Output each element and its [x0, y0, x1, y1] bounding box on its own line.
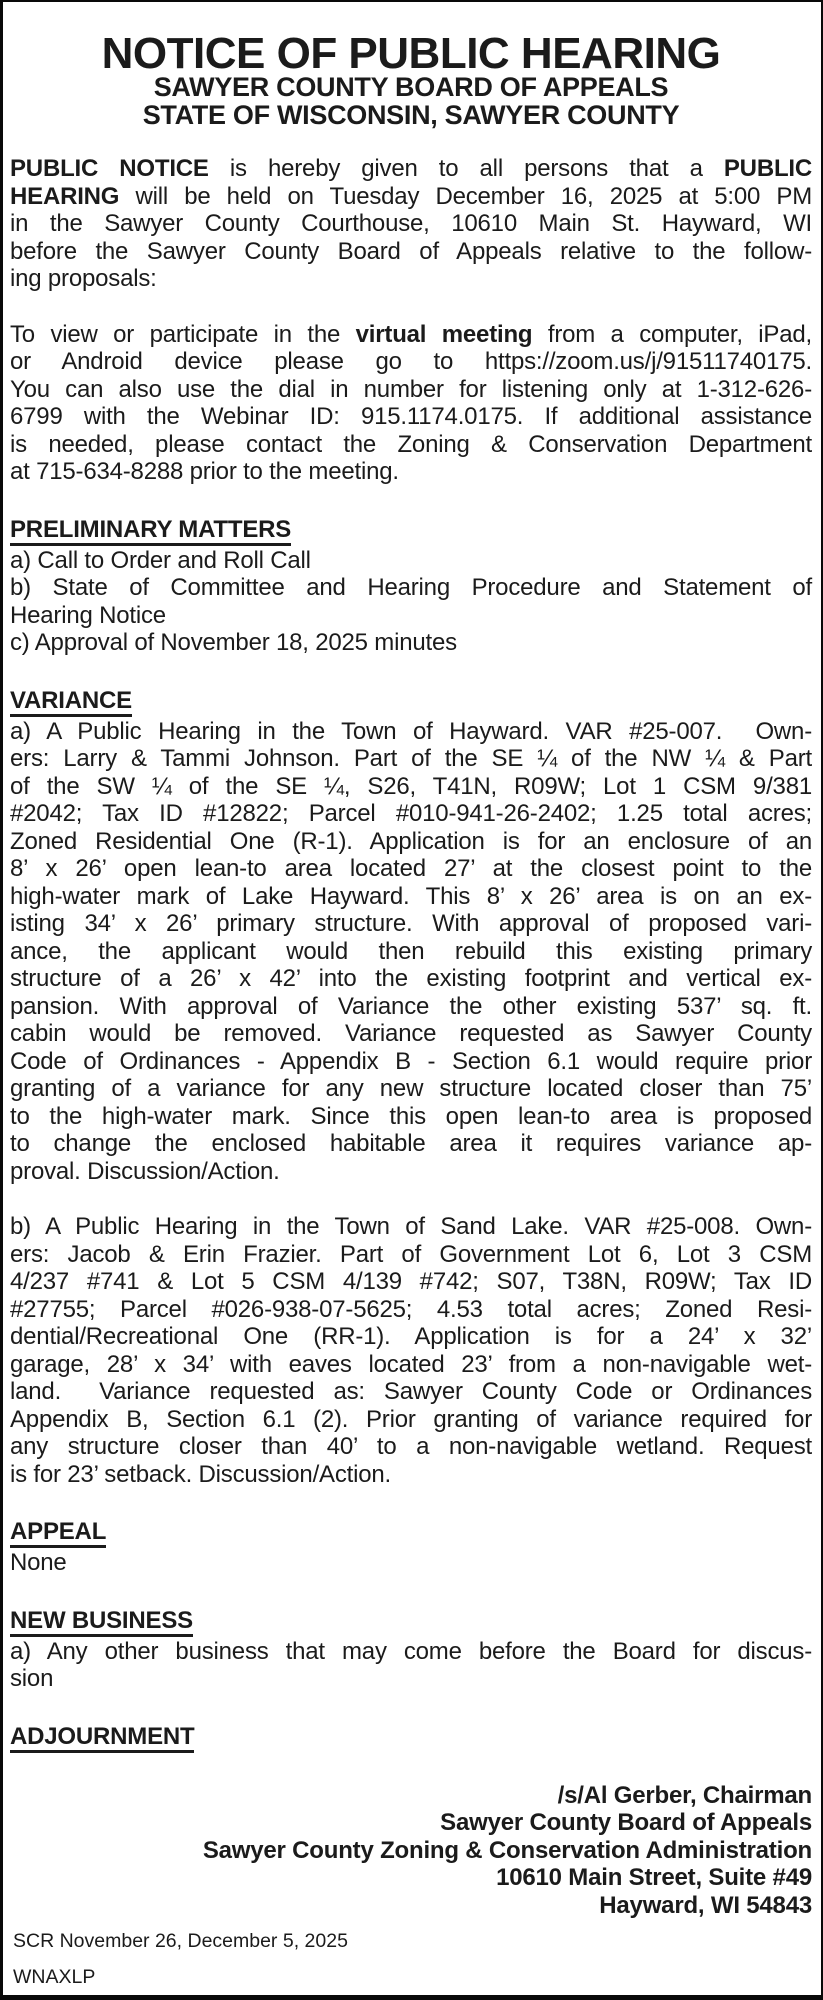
text-line: [10, 1638, 812, 1666]
virtual-meeting-paragraph: [10, 321, 812, 486]
text-line: [10, 376, 812, 404]
signature-line: 10610 Main Street, Suite #49: [496, 1864, 812, 1891]
text-segment: 4/237 #741 & Lot 5 CSM 4/139 #742; S07, T38N, R09W; Tax ID: [10, 1268, 812, 1295]
text-line: [10, 265, 812, 293]
text-segment: ers: Jacob & Erin Frazier. Part of Government Lot 6, Lot 3 CSM: [10, 1240, 812, 1268]
text-line: [10, 1075, 812, 1103]
text-segment: Zoned Residential One (R-1). Application is for an enclosure of an: [10, 827, 812, 855]
variance-item-a: [10, 718, 812, 1186]
notice-subtitle-state: STATE OF WISCONSIN, SAWYER COUNTY: [142, 100, 680, 130]
text-line: [10, 938, 812, 966]
text-segment: cabin would be removed. Variance requested as Sawyer County: [10, 1020, 812, 1047]
text-line: [10, 1241, 812, 1269]
text-segment: is hereby given to all persons that a: [208, 155, 724, 182]
section-heading-preliminary-matters: [10, 515, 812, 546]
text-line: [10, 745, 812, 773]
text-segment: before the Sawyer County Board of Appeals relative to the follow-: [10, 237, 812, 265]
text-segment: #2042; Tax ID #12822; Parcel #010-941-26-2402; 1.25 total acres;: [10, 800, 812, 827]
text-line: [10, 828, 812, 856]
section-heading-label: ADJOURNMENT: [10, 1725, 194, 1753]
text-line: [10, 1268, 812, 1296]
text-line: [10, 431, 812, 459]
preliminary-item-c: [10, 629, 812, 657]
text-line: [10, 800, 812, 828]
text-segment: from a computer, iPad,: [532, 320, 812, 348]
text-segment: land. Variance requested as: Sawyer County Code or Ordinances: [10, 1378, 812, 1405]
text-segment: sion: [10, 1665, 54, 1692]
intro-paragraph: [10, 155, 812, 293]
text-segment: a) A Public Hearing in the Town of Hayward. VAR #25-007. Own-: [10, 717, 812, 745]
text-line: [10, 183, 812, 211]
section-heading-label: VARIANCE: [10, 689, 132, 717]
text-line: [10, 1323, 812, 1351]
bold-text-segment: HEARING: [10, 182, 120, 210]
text-segment: pansion. With approval of Variance the other existing 537’ sq. ft.: [10, 992, 812, 1020]
text-line: [10, 210, 812, 238]
text-line: [10, 1130, 812, 1158]
text-segment: high-water mark of Lake Hayward. This 8’ x 26’ area is on an ex-: [10, 882, 812, 910]
text-line: [10, 1048, 812, 1076]
text-segment: 8’ x 26’ open lean-to area located 27’ at the closest point to the: [10, 855, 812, 882]
text-line: [10, 1461, 812, 1489]
text-line: [10, 1158, 812, 1186]
text-line: [10, 547, 812, 575]
text-line: [10, 718, 812, 746]
signature-line: /s/Al Gerber, Chairman: [557, 1781, 812, 1809]
text-segment: #27755; Parcel #026-938-07-5625; 4.53 total acres; Zoned Resi-: [10, 1295, 812, 1323]
text-line: [10, 629, 812, 657]
text-segment: 6799 with the Webinar ID: 915.1174.0175. If additional assistance: [10, 403, 812, 430]
publication-footer: [13, 1932, 348, 1987]
text-line: [10, 910, 812, 938]
text-line: [10, 1378, 812, 1406]
text-line: [10, 1549, 812, 1577]
signature-block: [10, 1782, 812, 1920]
text-line: [10, 965, 812, 993]
text-segment: Code of Ordinances - Appendix B - Section 6.1 would require prior: [10, 1047, 812, 1075]
text-line: [10, 238, 812, 266]
text-line: [10, 1433, 812, 1461]
text-line: [10, 1665, 812, 1693]
section-heading-new-business: [10, 1606, 812, 1637]
section-heading-label: PRELIMINARY MATTERS: [10, 518, 291, 546]
text-segment: is for 23’ setback. Discussion/Action.: [10, 1460, 392, 1488]
text-segment: granting of a variance for any new structure located closer than 75’: [10, 1075, 812, 1102]
section-heading-appeal: [10, 1517, 812, 1548]
text-line: [10, 1103, 812, 1131]
preliminary-item-a: [10, 547, 812, 575]
text-segment: any structure closer than 40’ to a non-navigable wetland. Request: [10, 1433, 812, 1460]
text-line: [10, 1351, 812, 1379]
text-segment: ing proposals:: [10, 265, 157, 292]
bold-text-segment: PUBLIC NOTICE: [10, 155, 209, 182]
text-segment: isting 34’ x 26’ primary structure. With approval of proposed vari-: [10, 910, 812, 937]
text-line: [10, 855, 812, 883]
signature-line: Hayward, WI 54843: [599, 1891, 812, 1919]
notice-title: NOTICE OF PUBLIC HEARING: [101, 29, 721, 78]
text-line: [10, 1406, 812, 1434]
text-segment: b) State of Committee and Hearing Procedure and Statement of: [10, 574, 812, 601]
text-segment: or Android device please go to https://zoom.us/j/91511740175.: [10, 348, 812, 375]
text-line: [10, 348, 812, 376]
text-segment: a) Any other business that may come before the Board for discus-: [10, 1637, 812, 1665]
text-line: [10, 155, 812, 183]
text-line: [10, 321, 812, 349]
text-segment: in the Sawyer County Courthouse, 10610 Main St. Hayward, WI: [10, 210, 812, 237]
publication-dates: SCR November 26, December 5, 2025: [13, 1930, 348, 1952]
text-segment: Appendix B, Section 6.1 (2). Prior granting of variance required for: [10, 1405, 812, 1433]
bold-text-segment: virtual meeting: [355, 320, 533, 348]
text-segment: b) A Public Hearing in the Town of Sand Lake. VAR #25-008. Own-: [10, 1213, 812, 1240]
notice-subtitle-board: SAWYER COUNTY BOARD OF APPEALS: [153, 72, 669, 102]
notice-header: [10, 29, 812, 130]
text-segment: of the SW ¼ of the SE ¼, S26, T41N, R09W; Lot 1 CSM 9/381: [10, 772, 812, 800]
text-line: [10, 1020, 812, 1048]
text-segment: Hearing Notice: [10, 601, 166, 629]
text-segment: at 715-634-8288 prior to the meeting.: [10, 458, 399, 485]
section-heading-adjournment: [10, 1722, 812, 1753]
text-segment: to the high-water mark. Since this open lean-to area is proposed: [10, 1102, 812, 1130]
text-segment: is needed, please contact the Zoning & Conservation Department: [10, 430, 812, 458]
text-segment: a) Call to Order and Roll Call: [10, 546, 311, 574]
text-segment: will be held on Tuesday December 16, 2025 at 5:00 PM: [119, 182, 812, 210]
text-segment: You can also use the dial in number for listening only at 1-312-626-: [10, 375, 812, 403]
variance-item-b: [10, 1213, 812, 1488]
text-segment: proval. Discussion/Action.: [10, 1157, 280, 1185]
text-segment: ers: Larry & Tammi Johnson. Part of the SE ¼ of the NW ¼ & Part: [10, 745, 812, 772]
text-segment: c) Approval of November 18, 2025 minutes: [10, 629, 457, 656]
section-heading-variance: [10, 686, 812, 717]
text-line: [10, 773, 812, 801]
text-line: [10, 602, 812, 630]
wnaxlp-code: WNAXLP: [13, 1966, 96, 1988]
bold-text-segment: PUBLIC: [723, 155, 813, 182]
text-segment: To view or participate in the: [10, 320, 356, 348]
preliminary-item-b: [10, 574, 812, 629]
text-segment: ance, the applicant would then rebuild this existing primary: [10, 937, 812, 965]
text-segment: dential/Recreational One (RR-1). Application is for a 24’ x 32’: [10, 1323, 812, 1350]
signature-line: Sawyer County Board of Appeals: [440, 1809, 812, 1836]
notice-body: [10, 155, 812, 1753]
text-line: [10, 574, 812, 602]
text-line: [10, 883, 812, 911]
text-line: [10, 458, 812, 486]
appeal-none: [10, 1549, 812, 1577]
text-line: [10, 1213, 812, 1241]
new-business-item-a: [10, 1638, 812, 1693]
text-line: [10, 1296, 812, 1324]
section-heading-label: NEW BUSINESS: [10, 1609, 193, 1637]
text-segment: structure of a 26’ x 42’ into the existing footprint and vertical ex-: [10, 965, 812, 992]
signature-line: Sawyer County Zoning & Conservation Administration: [202, 1836, 812, 1864]
section-heading-label: APPEAL: [10, 1520, 106, 1548]
text-segment: to change the enclosed habitable area it requires variance ap-: [10, 1130, 812, 1157]
text-line: [10, 993, 812, 1021]
text-segment: None: [10, 1549, 67, 1576]
text-segment: garage, 28’ x 34’ with eaves located 23’ from a non-navigable wet-: [10, 1350, 812, 1378]
text-line: [10, 403, 812, 431]
